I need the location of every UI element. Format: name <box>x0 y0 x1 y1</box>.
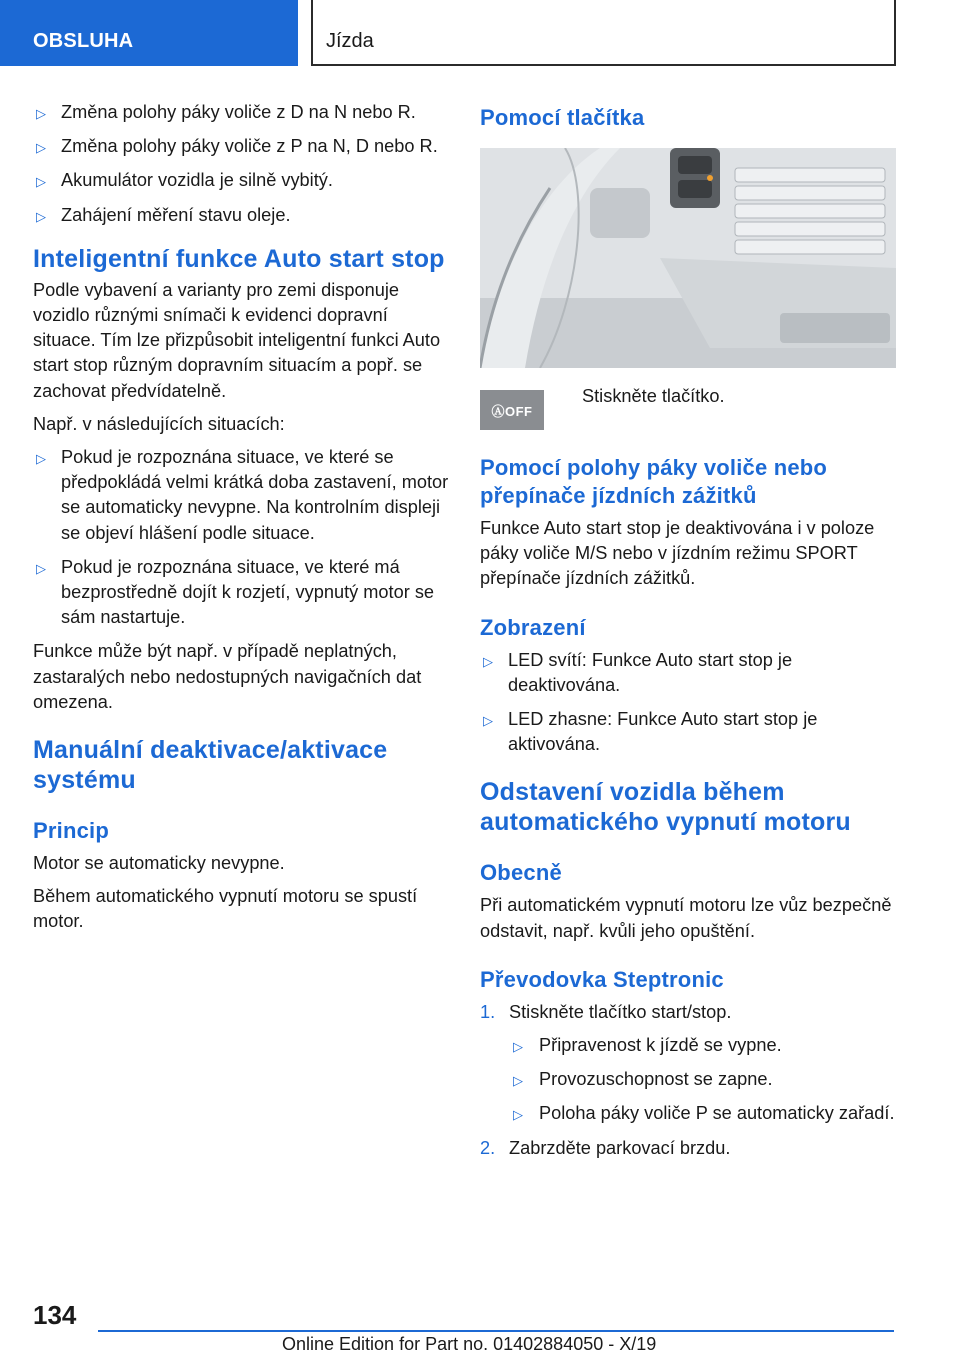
triangle-bullet-icon: ▷ <box>36 451 46 467</box>
list-item <box>480 648 900 698</box>
step-item <box>480 1136 900 1161</box>
triangle-bullet-icon: ▷ <box>513 1073 523 1089</box>
list-item <box>33 168 449 193</box>
paragraph: Motor se automaticky nevypne. <box>33 853 285 874</box>
auto-start-stop-off-icon <box>480 390 544 430</box>
paragraph: Funkce může být např. v případě neplatných, zastaralých nebo nedostupných navigačních dat omezena. <box>33 641 422 712</box>
paragraph: Během automatického vypnutí motoru se spustí motor. <box>33 886 418 932</box>
heading-parking-during-stop: Odstavení vozidla během automatického vypnutí motoru <box>480 778 851 837</box>
list-item <box>33 555 449 631</box>
list-item-text: Provozuschopnost se zapne. <box>539 1069 773 1090</box>
button-caption: Stiskněte tlačítko. <box>582 386 725 406</box>
triangle-bullet-icon: ▷ <box>513 1107 523 1123</box>
header-section-label: OBSLUHA <box>33 30 134 52</box>
triangle-bullet-icon: ▷ <box>483 713 493 729</box>
step-text: Stiskněte tlačítko start/stop. <box>509 1001 732 1022</box>
list-item-text: Změna polohy páky voliče z P na N, D nebo R. <box>61 136 438 157</box>
paragraph: Podle vybavení a varianty pro zemi disponuje vozidlo různými snímači k evidenci dopravní situace. Tím lze přizpůsobit inteligentní funkci Auto start stop různým dopravním situacím a popř. se zachovat předvídatelně. <box>33 279 441 401</box>
paragraph: Při automatickém vypnutí motoru lze vůz bezpečně odstavit, např. kvůli jeho opuštění. <box>480 895 892 941</box>
button-instruction <box>480 384 900 448</box>
list-item-text: Změna polohy páky voliče z D na N nebo R. <box>61 102 416 122</box>
heading-principle: Princip <box>33 818 109 844</box>
triangle-bullet-icon: ▷ <box>36 106 46 121</box>
step-item <box>480 1000 900 1127</box>
triangle-bullet-icon: ▷ <box>36 560 46 576</box>
heading-by-selector-lever: Pomocí polohy páky voliče nebo přepínače jízdních zážitků <box>480 455 828 508</box>
heading-manual-deactivation: Manuální deaktivace/aktivace systému <box>33 736 388 795</box>
heading-intelligent-auto-start-stop: Inteligentní funkce Auto start stop <box>33 244 445 273</box>
triangle-bullet-icon: ▷ <box>36 174 46 190</box>
list-item <box>480 707 900 757</box>
dashboard-photo <box>480 148 896 368</box>
steps-list <box>480 1000 900 1161</box>
paragraph: Např. v následujících situacích: <box>33 413 285 434</box>
button-icon-label: ⒶOFF <box>491 403 533 419</box>
list-item-text: Připravenost k jízdě se vypne. <box>539 1035 782 1056</box>
triangle-bullet-icon: ▷ <box>483 653 493 669</box>
heading-by-button: Pomocí tlačítka <box>480 105 645 130</box>
list-item-text: LED svítí: Funkce Auto start stop je deaktivována. <box>508 649 793 695</box>
list-item <box>33 134 449 159</box>
conditions-list <box>33 100 449 228</box>
header-chapter-label: Jízda <box>326 30 374 52</box>
step-number: 2. <box>480 1137 496 1158</box>
right-column <box>480 100 900 1170</box>
triangle-bullet-icon: ▷ <box>36 208 46 224</box>
heading-display: Zobrazení <box>480 614 586 640</box>
paragraph: Funkce Auto start stop je deaktivována i v poloze páky voliče M/S nebo v jízdním režimu SPORT přepínače jízdních zážitků. <box>480 518 875 589</box>
left-column <box>33 100 449 943</box>
list-item-text: Zahájení měření stavu oleje. <box>61 204 291 225</box>
situations-list <box>33 445 449 630</box>
display-list <box>480 648 900 758</box>
list-item <box>33 100 449 125</box>
list-item <box>509 1067 900 1092</box>
list-item-text: Pokud je rozpoznána situace, ve které má bezprostředně dojít k rozjetí, vypnutý motor se sám nastartuje. <box>61 556 435 628</box>
heading-steptronic: Převodovka Steptronic <box>480 966 724 992</box>
list-item-text: Poloha páky voliče P se automaticky zařadí. <box>539 1103 895 1124</box>
list-item <box>33 203 449 228</box>
list-item-text: Pokud je rozpoznána situace, ve které se předpokládá velmi krátká doba zastavení, motor se automaticky nevypne. Na kontrolním displeji se objeví hlášení podle situace. <box>61 447 449 543</box>
list-item-text: Akumulátor vozidla je silně vybitý. <box>61 170 333 191</box>
step-substeps <box>509 1033 900 1127</box>
list-item <box>33 445 449 546</box>
list-item <box>509 1033 900 1058</box>
heading-general: Obecně <box>480 860 562 886</box>
step-number: 1. <box>480 1001 496 1022</box>
header-section-tab <box>0 0 298 66</box>
triangle-bullet-icon: ▷ <box>36 140 46 156</box>
list-item-text: LED zhasne: Funkce Auto start stop je aktivována. <box>508 709 818 755</box>
list-item <box>509 1101 900 1126</box>
footer-edition: Online Edition for Part no. 01402884050 - X/19 <box>282 1334 657 1354</box>
footer-divider <box>98 1330 894 1332</box>
triangle-bullet-icon: ▷ <box>513 1039 523 1055</box>
page-number: 134 <box>33 1300 77 1330</box>
header-chapter-box <box>311 0 896 66</box>
dashboard-illustration <box>480 148 896 368</box>
step-text: Zabrzděte parkovací brzdu. <box>509 1137 731 1158</box>
